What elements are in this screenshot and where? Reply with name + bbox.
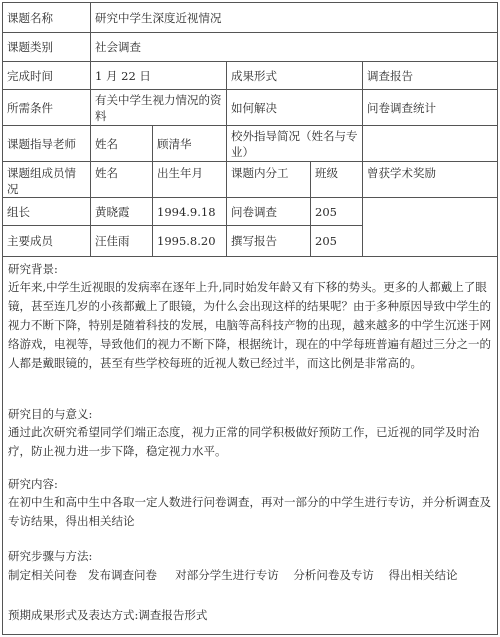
- main-member-label: 主要成员: [2, 225, 90, 256]
- expected-results-label: 预期成果形式及表达方式:: [8, 608, 139, 622]
- purpose-text: 通过此次研究希望同学们端正态度，视力正常的同学积极做好预防工作，已近视的同学及时治疗，防止视力进一步下降，稳定视力水平。: [8, 425, 480, 458]
- col-header-birth: 出生年月: [152, 161, 226, 197]
- col-header-class: 班级: [310, 161, 362, 197]
- main-member-name: 汪佳雨: [90, 225, 152, 256]
- col-header-task: 课题内分工: [226, 161, 310, 197]
- main-member-class: 205: [310, 225, 362, 256]
- outside-advisor-label: 校外指导简况（姓名与专业）: [226, 125, 362, 161]
- main-member-birth: 1995.8.20: [152, 225, 226, 256]
- purpose-title: 研究目的与意义:: [8, 407, 93, 421]
- conditions-label: 所需条件: [2, 89, 90, 125]
- step-1: 制定相关问卷: [8, 568, 77, 582]
- members-label: 课题组成员情况: [2, 161, 90, 197]
- content-title: 研究内容:: [8, 477, 58, 491]
- leader-class: 205: [310, 197, 362, 225]
- conditions-value: 有关中学生视力情况的资料: [90, 89, 226, 125]
- outside-advisor-value: [362, 125, 498, 161]
- leader-birth: 1994.9.18: [152, 197, 226, 225]
- background-text: 近年来,中学生近视眼的发病率在逐年上升,同时始发年龄又有下移的势头。更多的人都戴上了眼镜，甚至连几岁的小孩都戴上了眼镜，为什么会出现这样的结果呢？由于多种原因导致中学生的视力不断下降，特别是随着科技的发展，电脑等高科技产物的出现，越来越多的中学生沉迷于网络游戏，电视等，导致他们的视力不断下降，根据统计，现在的中学每班普遍有超过三分之一的人都是戴眼镜的，甚至有些学校每班的近视人数已经过半，而这比例是非常高的。: [8, 280, 491, 370]
- topic-value: 研究中学生深度近视情况: [90, 2, 498, 32]
- completion-time-label: 完成时间: [2, 61, 90, 89]
- steps-title: 研究步骤与方法:: [8, 549, 93, 563]
- completion-time-value: 1 月 22 日: [90, 61, 226, 89]
- col-header-awards: 曾获学术奖励: [362, 161, 498, 197]
- content-text: 在初中生和高中生中各取一定人数进行问卷调查，再对一部分的中学生进行专访，并分析调查及专访结果，得出相关结论: [8, 495, 491, 528]
- step-5: 得出相关结论: [388, 568, 458, 582]
- awards-value: [362, 197, 498, 256]
- advisor-name-label: 姓名: [90, 125, 152, 161]
- leader-label: 组长: [2, 197, 90, 225]
- step-2: 发布调查问卷: [87, 568, 157, 582]
- main-member-task: 撰写报告: [226, 225, 310, 256]
- category-label: 课题类别: [2, 32, 90, 61]
- expected-results-line: [2, 606, 498, 625]
- topic-label: 课题名称: [2, 2, 90, 32]
- result-form-value: 调查报告: [362, 61, 498, 89]
- advisor-name: 顾清华: [152, 125, 226, 161]
- expected-results-value: 调查报告形式: [138, 608, 208, 622]
- col-header-name: 姓名: [90, 161, 152, 197]
- steps-list: [2, 566, 498, 585]
- result-form-label: 成果形式: [226, 61, 362, 89]
- advisor-label: 课题指导老师: [2, 125, 90, 161]
- research-proposal-document: [2, 2, 498, 635]
- category-value: 社会调查: [90, 32, 498, 61]
- step-3: 对部分学生进行专访: [175, 568, 279, 582]
- leader-name: 黄晓霞: [90, 197, 152, 225]
- step-4: 分析问卷及专访: [293, 568, 374, 582]
- how-to-solve-value: 问卷调查统计: [362, 89, 498, 125]
- leader-task: 问卷调查: [226, 197, 310, 225]
- background-title: 研究背景:: [8, 262, 58, 276]
- how-to-solve-label: 如何解决: [226, 89, 362, 125]
